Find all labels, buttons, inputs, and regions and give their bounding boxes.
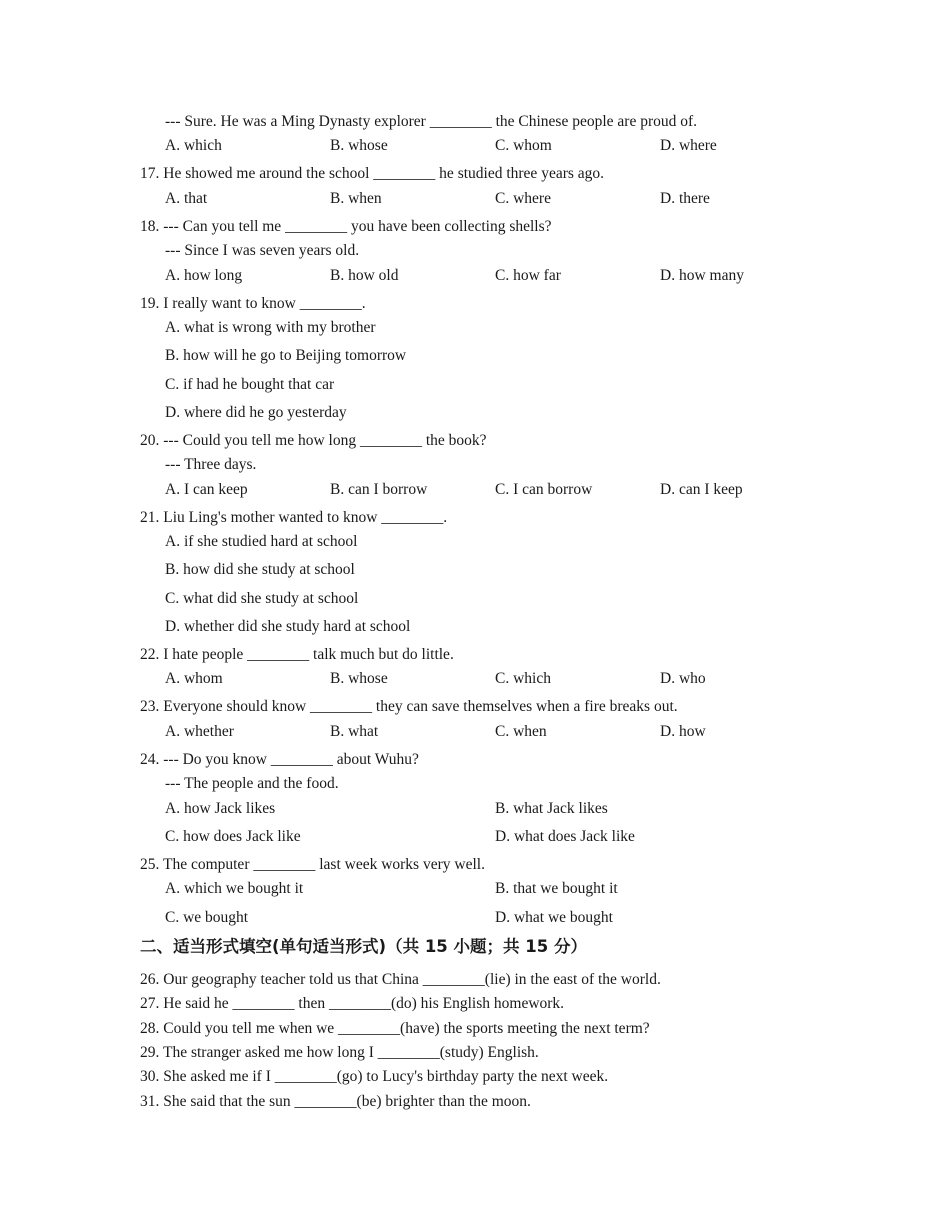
- q21-option-a-row: [0, 530, 950, 554]
- q21-option-a: A. if she studied hard at school: [165, 533, 358, 550]
- section-2-heading: [0, 935, 950, 959]
- q24-stem-text: 24. --- Do you know ________ about Wuhu?: [140, 751, 419, 768]
- q19-option-b-row: [0, 344, 950, 368]
- q21-option-c-row: [0, 587, 950, 611]
- q23-stem-text: 23. Everyone should know ________ they can save themselves when a fire breaks out.: [140, 698, 678, 715]
- q22-option-a: A. whom: [165, 670, 223, 687]
- q23-option-b: B. what: [330, 723, 379, 740]
- q21-option-b-row: [0, 558, 950, 582]
- q18-option-c: C. how far: [495, 267, 561, 284]
- q25-option-a: A. which we bought it: [165, 880, 304, 897]
- q25-stem: [0, 853, 950, 877]
- q21-option-d-row: [0, 615, 950, 639]
- q18-reply: [0, 239, 950, 263]
- q24-reply-text: --- The people and the food.: [165, 775, 339, 792]
- q25-options-row2: [0, 906, 950, 930]
- q18-option-d: D. how many: [660, 267, 744, 284]
- q24-option-c: C. how does Jack like: [165, 828, 301, 845]
- q24-option-a: A. how Jack likes: [165, 800, 276, 817]
- q30-line: [0, 1065, 950, 1089]
- q16-reply-text: --- Sure. He was a Ming Dynasty explorer ________ the Chinese people are proud of.: [165, 113, 698, 130]
- q23-stem: [0, 695, 950, 719]
- q31-text: 31. She said that the sun ________(be) brighter than the moon.: [140, 1093, 531, 1110]
- q19-option-c-row: [0, 373, 950, 397]
- q28-line: [0, 1017, 950, 1041]
- q20-stem-text: 20. --- Could you tell me how long ________ the book?: [140, 432, 487, 449]
- q26-line: [0, 968, 950, 992]
- q20-option-c: C. I can borrow: [495, 481, 593, 498]
- q22-option-b: B. whose: [330, 670, 388, 687]
- q23-option-a: A. whether: [165, 723, 234, 740]
- q22-option-d: D. who: [660, 670, 706, 687]
- q19-option-a: A. what is wrong with my brother: [165, 319, 376, 336]
- q21-option-b: B. how did she study at school: [165, 561, 355, 578]
- q16-option-b: B. whose: [330, 137, 388, 154]
- q18-stem: [0, 215, 950, 239]
- q24-option-d: D. what does Jack like: [495, 828, 635, 845]
- q17-options: [0, 187, 950, 211]
- q17-option-d: D. there: [660, 190, 710, 207]
- q25-option-b: B. that we bought it: [495, 880, 618, 897]
- q19-stem: [0, 292, 950, 316]
- q17-option-a: A. that: [165, 190, 208, 207]
- q16-option-d: D. where: [660, 137, 717, 154]
- q17-stem: [0, 162, 950, 186]
- q19-option-c: C. if had he bought that car: [165, 376, 335, 393]
- q25-options-row1: [0, 877, 950, 901]
- q21-stem: [0, 506, 950, 530]
- q18-options: [0, 264, 950, 288]
- q20-options: [0, 478, 950, 502]
- q19-option-d-row: [0, 401, 950, 425]
- q27-text: 27. He said he ________ then ________(do) his English homework.: [140, 995, 565, 1012]
- q25-option-d: D. what we bought: [495, 909, 613, 926]
- q19-stem-text: 19. I really want to know ________.: [140, 295, 366, 312]
- q16-reply: [0, 110, 950, 134]
- q20-option-b: B. can I borrow: [330, 481, 428, 498]
- q18-reply-text: --- Since I was seven years old.: [165, 242, 360, 259]
- q20-stem: [0, 429, 950, 453]
- q22-options: [0, 667, 950, 691]
- q22-stem: [0, 643, 950, 667]
- q29-text: 29. The stranger asked me how long I ________(study) English.: [140, 1044, 539, 1061]
- q20-option-a: A. I can keep: [165, 481, 248, 498]
- q31-line: [0, 1090, 950, 1114]
- q21-option-c: C. what did she study at school: [165, 590, 359, 607]
- q24-option-b: B. what Jack likes: [495, 800, 608, 817]
- q21-stem-text: 21. Liu Ling's mother wanted to know ________.: [140, 509, 448, 526]
- q24-stem: [0, 748, 950, 772]
- q20-reply-text: --- Three days.: [165, 456, 257, 473]
- q17-option-b: B. when: [330, 190, 382, 207]
- q20-option-d: D. can I keep: [660, 481, 743, 498]
- q25-option-c: C. we bought: [165, 909, 249, 926]
- q19-option-b: B. how will he go to Beijing tomorrow: [165, 347, 407, 364]
- q19-option-d: D. where did he go yesterday: [165, 404, 347, 421]
- q24-options-row1: [0, 797, 950, 821]
- q17-stem-text: 17. He showed me around the school ________ he studied three years ago.: [140, 165, 605, 182]
- q23-option-c: C. when: [495, 723, 547, 740]
- q16-option-a: A. which: [165, 137, 222, 154]
- q18-stem-text: 18. --- Can you tell me ________ you have been collecting shells?: [140, 218, 552, 235]
- q18-option-a: A. how long: [165, 267, 243, 284]
- q27-line: [0, 992, 950, 1016]
- q19-option-a-row: [0, 316, 950, 340]
- q23-options: [0, 720, 950, 744]
- q28-text: 28. Could you tell me when we ________(have) the sports meeting the next term?: [140, 1020, 650, 1037]
- q16-options: [0, 134, 950, 158]
- section-2-heading-text: 二、适当形式填空(单句适当形式)（共 15 小题；共 15 分）: [140, 937, 587, 956]
- q23-option-d: D. how: [660, 723, 706, 740]
- q25-stem-text: 25. The computer ________ last week works very well.: [140, 856, 485, 873]
- q18-option-b: B. how old: [330, 267, 399, 284]
- q22-stem-text: 22. I hate people ________ talk much but do little.: [140, 646, 454, 663]
- q29-line: [0, 1041, 950, 1065]
- q21-option-d: D. whether did she study hard at school: [165, 618, 411, 635]
- q20-reply: [0, 453, 950, 477]
- q22-option-c: C. which: [495, 670, 551, 687]
- q30-text: 30. She asked me if I ________(go) to Lucy's birthday party the next week.: [140, 1068, 609, 1085]
- q24-reply: [0, 772, 950, 796]
- q17-option-c: C. where: [495, 190, 551, 207]
- q24-options-row2: [0, 825, 950, 849]
- q26-text: 26. Our geography teacher told us that China ________(lie) in the east of the world.: [140, 971, 661, 988]
- q16-option-c: C. whom: [495, 137, 552, 154]
